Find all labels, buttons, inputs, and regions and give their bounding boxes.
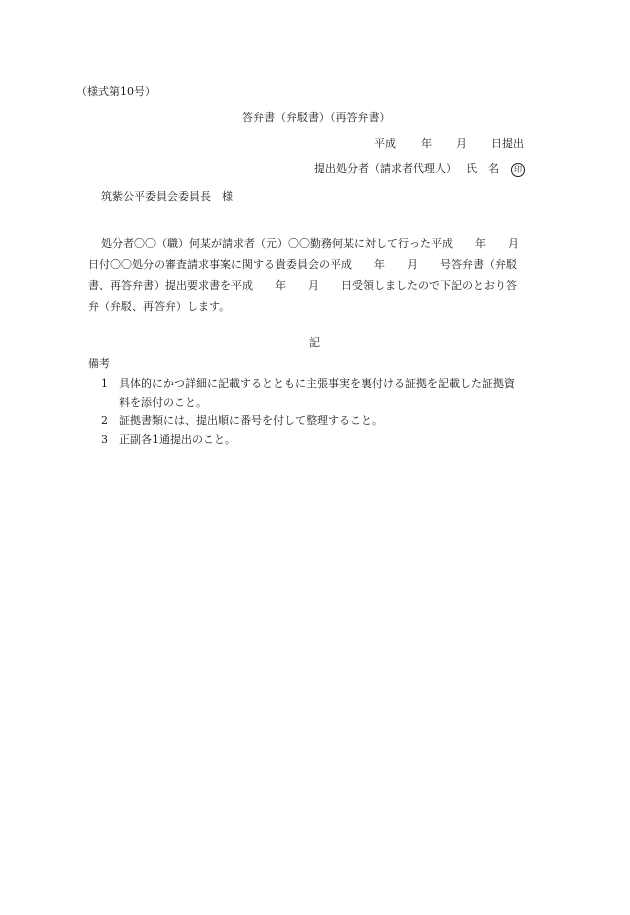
remarks-item-number: 2 [101, 414, 108, 427]
remarks-item-text: 証拠書類には、提出順に番号を付して整理すること。 [119, 414, 383, 427]
seal-icon: 印 [511, 163, 525, 177]
remarks-item-continuation: 料を添付のこと。 [119, 396, 207, 409]
date-era: 平成 [374, 137, 396, 150]
remarks-item-number: 1 [101, 377, 108, 390]
date-year: 年 [421, 137, 432, 150]
body-paragraph [88, 233, 558, 317]
remarks-heading: 備考 [88, 357, 110, 370]
form-number: （様式第10号） [76, 85, 156, 98]
remarks-item-text: 正副各1通提出のこと。 [119, 433, 236, 446]
submitter-label: 提出処分者（請求者代理人） [314, 162, 457, 175]
body-line: 処分者〇〇（職）何某が請求者（元）〇〇勤務何某に対して行った平成 年 月 [101, 237, 519, 250]
remarks-item-number: 3 [101, 433, 108, 446]
remarks-item-text: 具体的にかつ詳細に記載するとともに主張事実を裏付ける証拠を記載した証拠資 [119, 377, 515, 390]
body-line: 弁（弁駁、再答弁）します。 [88, 300, 231, 313]
date-day-submit: 日提出 [491, 137, 524, 150]
body-line: 日付〇〇処分の審査請求事案に関する貴委員会の平成 年 月 号答弁書（弁駁 [88, 258, 517, 271]
seal-stamp [511, 161, 525, 177]
ki-heading: 記 [309, 336, 320, 349]
document-title: 答弁書（弁駁書）（再答弁書） [242, 111, 391, 124]
addressee: 筑紫公平委員会委員長 様 [101, 190, 233, 203]
date-month: 月 [456, 137, 467, 150]
submitter-name-label: 氏 名 [466, 162, 499, 175]
body-line: 書、再答弁書）提出要求書を平成 年 月 日受領しましたので下記のとおり答 [88, 279, 517, 292]
